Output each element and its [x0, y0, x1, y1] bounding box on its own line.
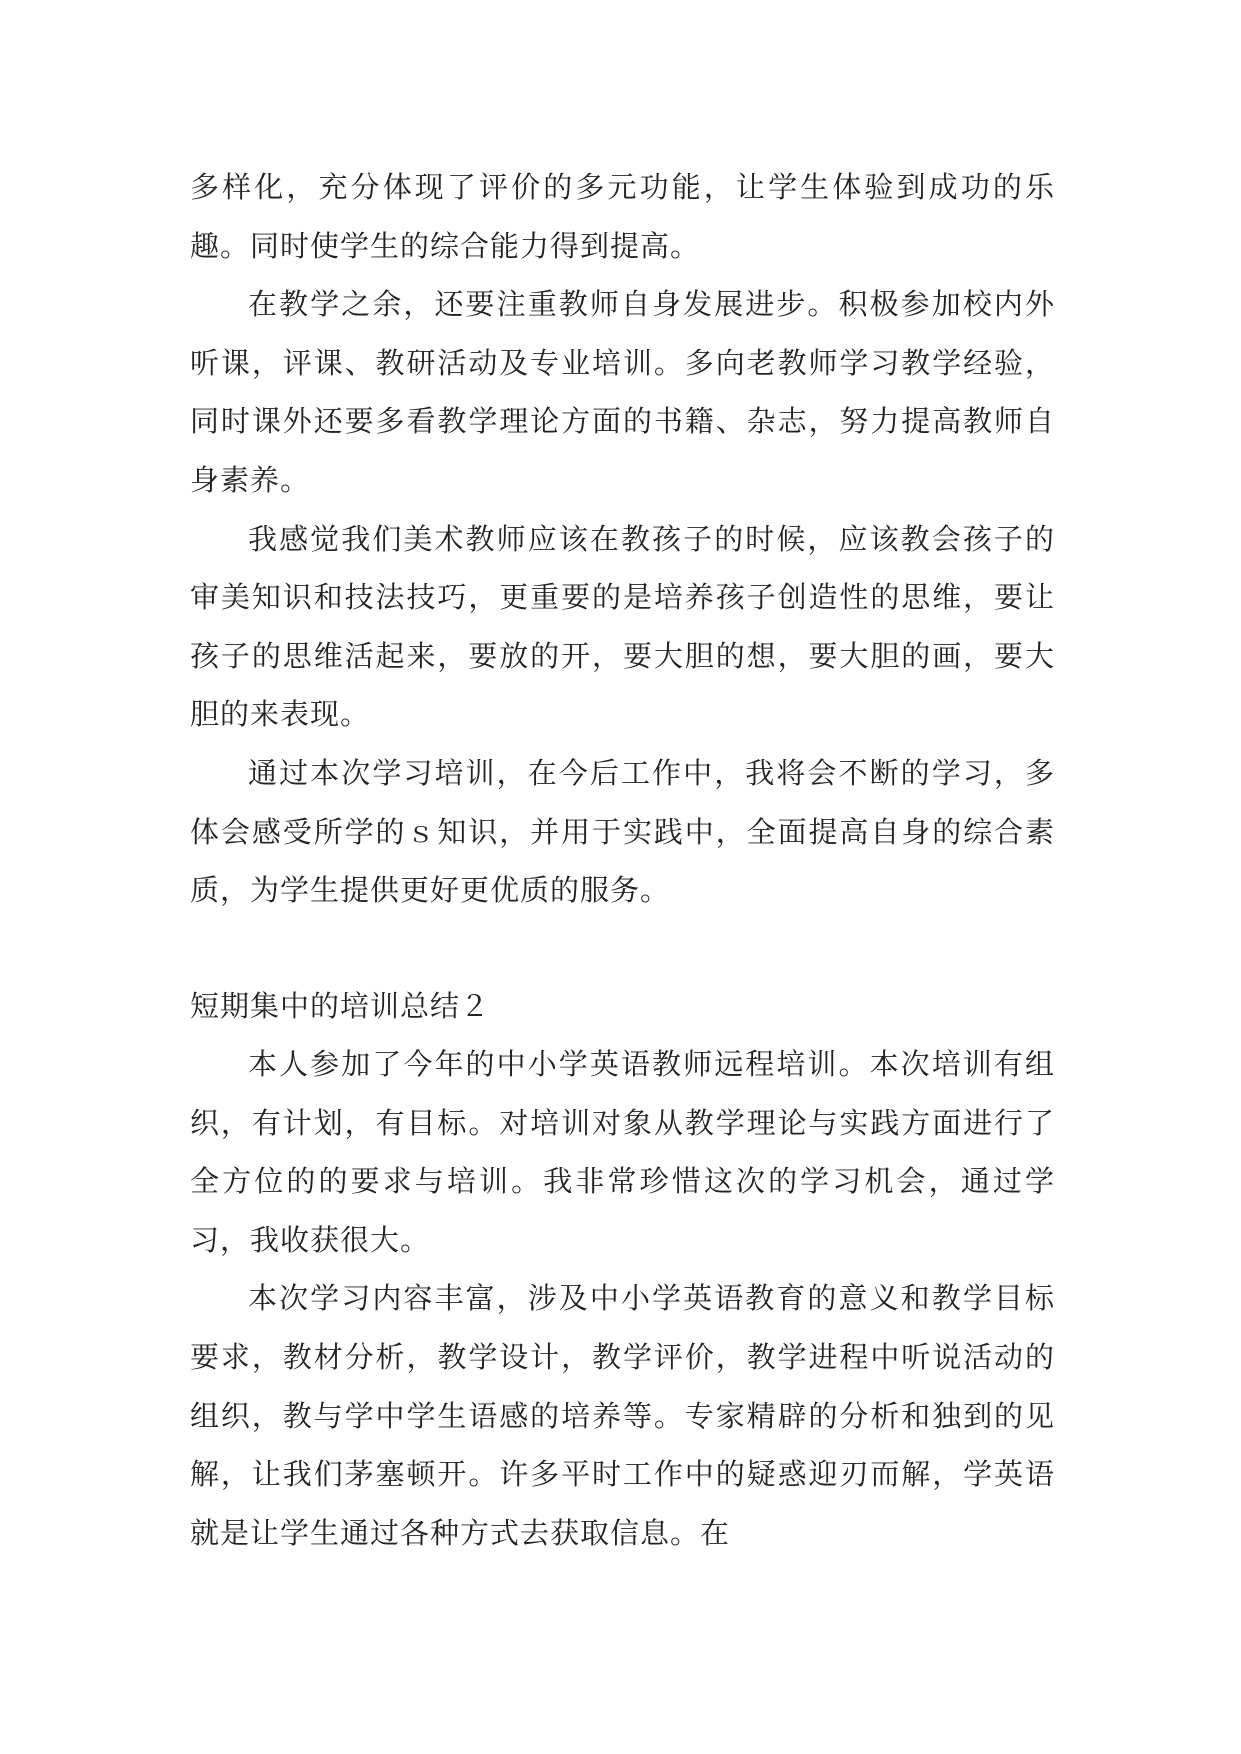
paragraph-training-content: 本次学习内容丰富，涉及中小学英语教育的意义和教学目标要求，教材分析，教学设计，教学评价，教学进程中听说活动的组织，教与学中学生语感的培养等。专家精辟的分析和独到的见解，让我们茅塞顿开。许多平时工作中的疑惑迎刃而解，学英语就是让学生通过各种方式去获取信息。在 — [190, 1281, 1055, 1550]
section-1-body — [190, 158, 1055, 920]
paragraph-training-intro: 本人参加了今年的中小学英语教师远程培训。本次培训有组织，有计划，有目标。对培训对象从教学理论与实践方面进行了全方位的的要求与培训。我非常珍惜这次的学习机会，通过学习，我收获很大。 — [190, 1047, 1055, 1257]
paragraph-art-teaching: 我感觉我们美术教师应该在教孩子的时候，应该教会孩子的审美知识和技法技巧，更重要的是培养孩子创造性的思维，要让孩子的思维活起来，要放的开，要大胆的想，要大胆的画，要大胆的来表现。 — [190, 521, 1055, 732]
paragraph-conclusion: 通过本次学习培训，在今后工作中，我将会不断的学习，多体会感受所学的ｓ知识，并用于实践中，全面提高自身的综合素质，为学生提供更好更优质的服务。 — [190, 755, 1055, 908]
section-2-body — [190, 1035, 1055, 1562]
paragraph-continuation: 多样化，充分体现了评价的多元功能，让学生体验到成功的乐趣。同时使学生的综合能力得到提高。 — [190, 170, 1055, 263]
section-2-title: 短期集中的培训总结２ — [190, 989, 491, 1023]
paragraph-self-development: 在教学之余，还要注重教师自身发展进步。积极参加校内外听课，评课、教研活动及专业培训。多向老教师学习教学经验，同时课外还要多看教学理论方面的书籍、杂志，努力提高教师自身素养。 — [190, 287, 1055, 497]
